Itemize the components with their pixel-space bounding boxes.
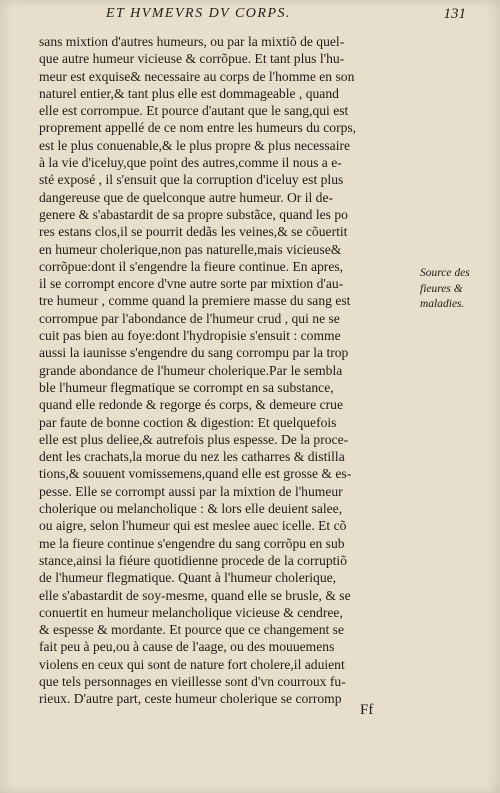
text-line: aussi la iaunisse s'engendre du sang corrompu par la trop bbox=[39, 345, 349, 361]
text-line: que autre humeur vicieuse & corrõpue. Et tant plus l'hu- bbox=[39, 51, 345, 67]
text-line: par faute de bonne coction & digestion: Et quelquefois bbox=[39, 414, 337, 430]
text-line: corrõpue:dont il s'engendre la fieure continue. En apres, bbox=[39, 258, 344, 274]
text-line: pesse. Elle se corrompt aussi par la mixtion de l'humeur bbox=[39, 483, 343, 499]
text-line: dangereuse que de quelconque autre humeur. Or il de- bbox=[39, 189, 334, 205]
text-line: stance,ainsi la fiéure quotidienne procede de la corruptiõ bbox=[39, 552, 347, 568]
text-line: il se corrompt encore d'vne autre sorte par mixtion d'au- bbox=[39, 276, 344, 292]
text-line: elle s'abastardit de soy-mesme, quand elle se brusle, & se bbox=[39, 587, 351, 603]
text-line: est le plus conuenable,& le plus propre & plus necessaire bbox=[39, 137, 351, 153]
text-line: ble l'humeur flegmatique se corrompt en sa substance, bbox=[39, 379, 334, 395]
text-line: tions,& souuent vomissemens,quand elle est grosse & es- bbox=[39, 466, 352, 482]
text-line: & espesse & mordante. Et pource que ce changement se bbox=[39, 622, 344, 638]
text-line: res estans clos,il se pourrit dedãs les veines,& se cõuertit bbox=[39, 224, 348, 240]
text-line: grande abondance de l'humeur cholerique.Par le sembla bbox=[39, 362, 343, 378]
text-line: fait peu à peu,ou à cause de l'aage, ou des mouuemens bbox=[39, 639, 335, 655]
running-head: ET HVMEVRS DV CORPS. bbox=[106, 6, 292, 21]
text-line: ou aigre, selon l'humeur qui est meslee auec icelle. Et cõ bbox=[39, 518, 347, 534]
text-line: en humeur cholerique,non pas naturelle,mais vicieuse& bbox=[39, 241, 342, 257]
text-line: de l'humeur flegmatique. Quant à l'humeur cholerique, bbox=[39, 570, 337, 586]
text-line: sans mixtion d'autres humeurs, ou par la mixtiõ de quel- bbox=[39, 34, 345, 49]
text-line: tre humeur , comme quand la premiere masse du sang est bbox=[39, 293, 351, 309]
text-line: meur est exquise& necessaire au corps de l'homme en son bbox=[39, 68, 355, 84]
marginal-note-line: maladies. bbox=[420, 298, 465, 310]
text-line: elle est plus deliee,& autrefois plus espesse. De la proce- bbox=[39, 431, 349, 447]
text-line: genere & s'abastardit de sa propre substãce, quand les po bbox=[39, 206, 348, 222]
page-number: 131 bbox=[443, 6, 466, 22]
text-line: cholerique ou melancholique : & lors elle deuient salee, bbox=[39, 501, 343, 517]
text-line: elle est corrompue. Et pource d'autant que le sang,qui est bbox=[39, 103, 349, 119]
marginal-note bbox=[420, 266, 486, 313]
text-line: que tels personnages en vieillesse sont d'vn courroux fu- bbox=[39, 673, 346, 689]
text-line: dent les crachats,la morue du nez les catharres & distilla bbox=[39, 449, 345, 465]
text-line: conuertit en humeur melancholique vicieuse & cendree, bbox=[39, 604, 343, 620]
body-text bbox=[39, 33, 416, 708]
text-line: sté exposé , il s'ensuit que la corruption d'iceluy est plus bbox=[39, 172, 344, 188]
text-line: me la fieure continue s'engendre du sang corrõpu en sub bbox=[39, 535, 345, 551]
text-line: proprement appellé de ce nom entre les humeurs du corps, bbox=[39, 120, 357, 136]
text-line: violens en ceux qui sont de nature fort cholere,il aduient bbox=[39, 656, 345, 672]
text-line: corrompue par l'abondance de l'humeur crud , qui ne se bbox=[39, 310, 340, 326]
text-line: à la vie d'iceluy,que point des autres,comme il nous a e- bbox=[39, 155, 342, 171]
signature-mark: Ff bbox=[360, 702, 374, 718]
text-line: cuit pas bien au foye:dont l'hydropisie s'ensuit : comme bbox=[39, 328, 341, 344]
page-header bbox=[30, 6, 470, 28]
text-line: quand elle redonde & regorge és corps, & demeure crue bbox=[39, 397, 343, 413]
marginal-note-line: Source des bbox=[420, 267, 470, 279]
marginal-note-line: fieures & bbox=[420, 282, 463, 295]
text-line: naturel entier,& tant plus elle est dommageable , quand bbox=[39, 85, 339, 101]
text-line: rieux. D'autre part, ceste humeur cholerique se corromp bbox=[39, 691, 342, 707]
